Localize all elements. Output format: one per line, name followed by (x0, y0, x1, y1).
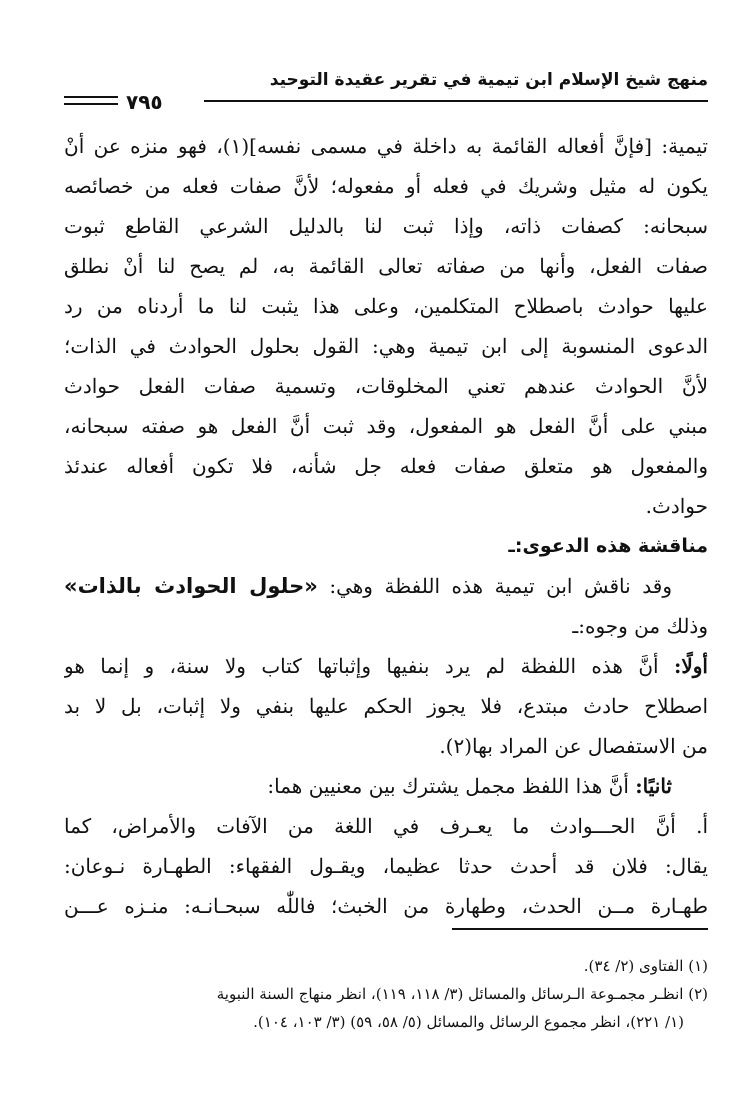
text-line (64, 566, 708, 606)
text-line: اصطلاح حادث مبتدع، فلا يجوز الحكم عليها بنفي ولا إثبات، بل لا بد (64, 694, 708, 718)
header-double-rule (64, 96, 118, 105)
text-line: وذلك من وجوه:ـ (572, 614, 708, 638)
page-header (64, 70, 708, 114)
text-line: أ. أنَّ الحـــوادث ما يعـرف في اللغة من الآفات والأمراض، كما (64, 814, 708, 838)
text-line: مبني على أنَّ الفعل هو المفعول، وقد ثبت أنَّ الفعل هو صفته سبحانه، (64, 414, 708, 438)
text-line: سبحانه: كصفات ذاته، وإذا ثبت لنا بالدليل الشرعي القاطع ثبوت (64, 214, 708, 238)
text-line: تيمية: [فإنَّ أفعاله القائمة به داخلة في مسمى نفسه](١)، فهو منزه عن أنْ (64, 134, 708, 158)
footnotes (64, 952, 708, 1036)
text-line: والمفعول هو متعلق صفات فعله جل شأنه، فلا تكون أفعاله عندئذ (64, 454, 708, 478)
header-rule (204, 100, 708, 102)
text-line: يقال: فلان قد أحدث حدثا عظيما، ويقـول الفقهاء: الطهـارة نـوعان: (64, 854, 708, 878)
key-phrase: «حلول الحوادث بالذات» (64, 574, 318, 598)
text-line (64, 766, 708, 806)
section-heading: مناقشة هذه الدعوى:ـ (508, 535, 708, 557)
text-line: لأنَّ الحوادث عندهم تعني المخلوقات، وتسمية صفات الفعل حوادث (64, 374, 708, 398)
text-line: صفات الفعل، وأنها من صفاته تعالى القائمة به، لم يصح لنا أنْ نطلق (64, 254, 708, 278)
footnote: (٢) انظـر مجمـوعة الـرسائل والمسائل (٣/ ١١٨، ١١٩)، انظر منهاج السنة النبوية (216, 985, 708, 1003)
text-line: طهـارة مــن الحدث، وطهارة من الخبث؛ فاللّٰه سبحـانـه: منـزه عـــن (64, 894, 708, 918)
text-line: عليها حوادث باصطلاح المتكلمين، وعلى هذا يثبت لنا ما أردناه من رد (64, 294, 708, 318)
footnote-rule (452, 928, 708, 930)
footnote: (١) الفتاوى (٢/ ٣٤). (583, 957, 708, 975)
text-line: حوادث. (645, 494, 708, 518)
footnote-continuation: (١/ ٢٢١)، انظر مجموع الرسائل والمسائل (٥/ ٥٨، ٥٩) (٣/ ١٠٣، ١٠٤). (253, 1013, 684, 1031)
text-line: الدعوى المنسوبة إلى ابن تيمية وهي: القول بحلول الحوادث في الذات؛ (64, 334, 708, 358)
point-label-first: أولًا: (673, 654, 708, 678)
text-line (64, 646, 708, 686)
intro-prefix: وقد ناقش ابن تيمية هذه اللفظة وهي: (317, 574, 672, 598)
point-text: أنَّ هذا اللفظ مجمل يشترك بين معنيين هما: (267, 774, 636, 798)
page-number: ٧٩٥ (126, 90, 163, 114)
main-text (64, 126, 708, 926)
text-line: يكون له مثيل وشريك في فعله أو مفعوله؛ لأنَّ صفات فعله من خصائصه (64, 174, 708, 198)
text-line: من الاستفصال عن المراد بها(٢). (439, 734, 708, 758)
point-text: أنَّ هذه اللفظة لم يرد بنفيها وإثباتها كتاب ولا سنة، و إنما هو (64, 654, 674, 678)
point-label-second: ثانيًا: (635, 774, 672, 798)
running-title: منهج شيخ الإسلام ابن تيمية في تقرير عقيدة التوحيد (269, 70, 708, 90)
